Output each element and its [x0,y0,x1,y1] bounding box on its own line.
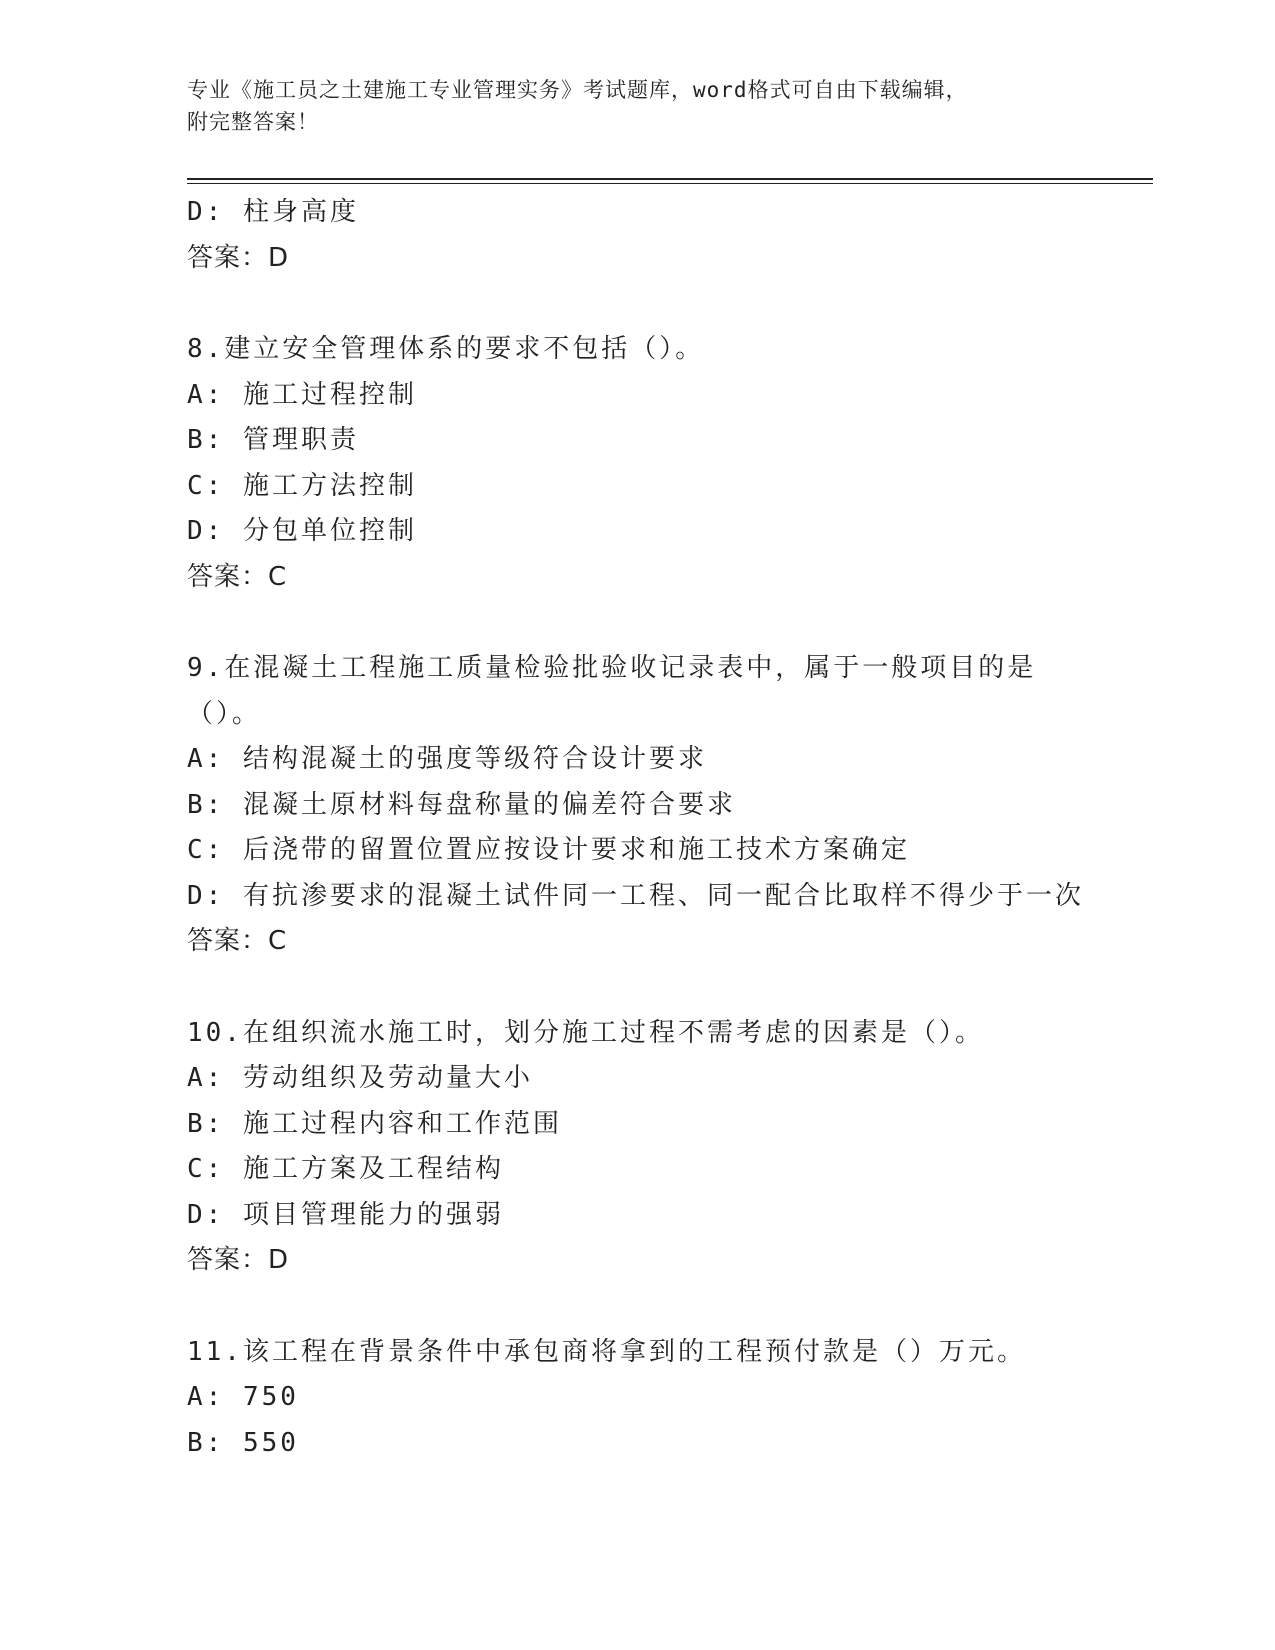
spacer [187,600,1087,646]
spacer [187,281,1087,327]
option-b: B: 施工过程内容和工作范围 [187,1108,562,1139]
document-header [187,74,1087,138]
header-divider-thin [187,183,1153,184]
option-a: A: 结构混凝土的强度等级符合设计要求 [187,744,707,774]
answer: 答案：C [187,561,288,592]
question-9 [187,646,1087,965]
option-d: D: 有抗渗要求的混凝土试件同一工程、同一配合比取样不得少于一次 [187,880,1084,911]
header-divider-thick [187,178,1153,180]
header-line-1: 专业《施工员之土建施工专业管理实务》考试题库，word格式可自由下载编辑， [187,78,968,102]
question-stem: 10.在组织流水施工时，划分施工过程不需考虑的因素是（）。 [187,1017,984,1048]
spacer [187,965,1087,1011]
option-d: D: 项目管理能力的强弱 [187,1199,504,1230]
question-stem: 9.在混凝土工程施工质量检验批验收记录表中，属于一般项目的是（）。 [187,653,1037,729]
answer: 答案：C [187,926,288,956]
option-c: C: 施工方法控制 [187,470,417,501]
question-8 [187,327,1087,600]
option-c: C: 施工方案及工程结构 [187,1154,504,1184]
question-list [187,190,1087,1466]
option-a: A: 施工过程控制 [187,379,417,410]
question-stem: 8.建立安全管理体系的要求不包括（）。 [187,334,705,364]
spacer [187,1284,1087,1330]
option-a: A: 750 [187,1382,299,1412]
header-line-2: 附完整答案！ [187,110,319,134]
option-b: B: 混凝土原材料每盘称量的偏差符合要求 [187,789,736,820]
option-d: D: 分包单位控制 [187,516,417,546]
option-b: B: 550 [187,1427,299,1458]
prev-option-d: D: 柱身高度 [187,197,359,227]
question-10 [187,1011,1087,1284]
question-stem: 11.该工程在背景条件中承包商将拿到的工程预付款是（）万元。 [187,1336,1026,1367]
prev-answer: 答案：D [187,242,290,273]
answer: 答案：D [187,1245,290,1275]
option-c: C: 后浇带的留置位置应按设计要求和施工技术方案确定 [187,835,910,865]
question-11 [187,1330,1087,1467]
option-b: B: 管理职责 [187,425,359,455]
option-a: A: 劳动组织及劳动量大小 [187,1063,533,1093]
